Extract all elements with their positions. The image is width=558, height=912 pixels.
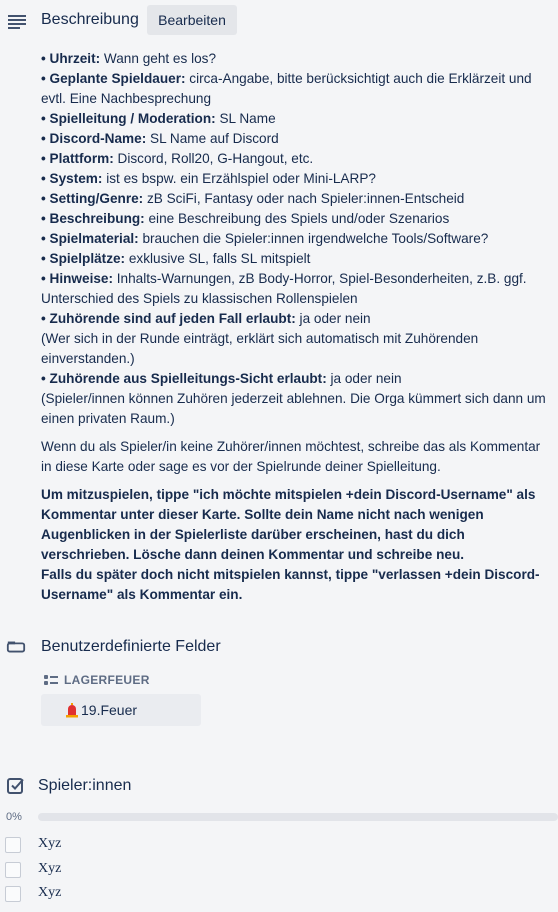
checklist-item-text[interactable]: Xyz bbox=[38, 861, 62, 876]
description-line-text: SL Name bbox=[215, 111, 276, 126]
join-instructions: Um mitzuspielen, tippe "ich möchte mitspielen +dein Discord-Username" als Kommentar unter dieser Karte. Sollte dein Name nicht nach wenigen Augenblicken in der Spielerliste darüber erscheinen, hast du dich verschrieben. Lösche dann deinen Kommentar und schreibe neu. bbox=[41, 487, 536, 562]
description-line bbox=[41, 149, 553, 169]
description-line-text: circa-Angabe, bitte berücksichtigt auch die Erklärzeit und evtl. Eine Nachbesprechung bbox=[41, 71, 532, 106]
progress-percent: 0% bbox=[6, 811, 22, 823]
description-line-label: • Uhrzeit: bbox=[41, 51, 101, 66]
custom-fields-icon bbox=[6, 637, 26, 657]
custom-fields-title: Benutzerdefinierte Felder bbox=[41, 638, 221, 655]
description-line-text: (Spieler/innen können Zuhören jederzeit ablehnen. Die Orga kümmert sich dann um einen privaten Raum.) bbox=[41, 391, 546, 426]
checklist-item-checkbox[interactable] bbox=[5, 837, 21, 853]
description-line bbox=[41, 209, 553, 229]
description-line-text: ist es bspw. ein Erzählspiel oder Mini-LARP? bbox=[102, 171, 376, 186]
list-icon bbox=[44, 675, 58, 685]
description-body bbox=[41, 49, 553, 605]
description-line-text: Wann geht es los? bbox=[100, 51, 217, 66]
description-line-text: exklusive SL, falls SL mitspielt bbox=[125, 251, 311, 266]
description-line-label: • Spielmaterial: bbox=[41, 231, 139, 246]
description-line bbox=[41, 229, 553, 249]
description-line-text: (Wer sich in der Runde einträgt, erklärt sich automatisch mit Zuhörenden einverstanden.) bbox=[41, 331, 479, 366]
description-line bbox=[41, 329, 553, 369]
description-line-text: ja oder nein bbox=[295, 311, 371, 326]
field-value-text: 19.Feuer bbox=[81, 702, 138, 718]
description-line bbox=[41, 389, 553, 429]
description-line-label: • Setting/Genre: bbox=[41, 191, 144, 206]
checklist-item-text[interactable]: Xyz bbox=[38, 885, 62, 900]
checklist-title: Spieler:innen bbox=[38, 777, 132, 794]
checklist-icon bbox=[6, 776, 26, 796]
description-line bbox=[41, 309, 553, 329]
description-line bbox=[41, 269, 553, 309]
description-line-label: • Zuhörende sind auf jeden Fall erlaubt: bbox=[41, 311, 296, 326]
description-line-text: eine Beschreibung des Spiels und/oder Szenarios bbox=[144, 211, 450, 226]
description-line-text: zB SciFi, Fantasy oder nach Spieler:innen-Entscheid bbox=[143, 191, 465, 206]
description-line-text: ja oder nein bbox=[326, 371, 402, 386]
description-line bbox=[41, 249, 553, 269]
field-label-text: LAGERFEUER bbox=[64, 673, 150, 687]
field-label-lagerfeuer bbox=[44, 673, 150, 687]
checklist-item-checkbox[interactable] bbox=[5, 862, 21, 878]
description-line bbox=[41, 189, 553, 209]
description-line-text: brauchen die Spieler:innen irgendwelche Tools/Software? bbox=[138, 231, 489, 246]
description-line bbox=[41, 369, 553, 389]
description-line-text: Inhalts-Warnungen, zB Body-Horror, Spiel-Besonderheiten, z.B. ggf. Unterschied des Spiels zu klassischen Rollenspielen bbox=[41, 271, 527, 306]
description-line-label: • Geplante Spieldauer: bbox=[41, 71, 186, 86]
description-line bbox=[41, 129, 553, 149]
description-line-label: • Hinweise: bbox=[41, 271, 113, 286]
description-line-label: • Spielplätze: bbox=[41, 251, 126, 266]
siren-icon bbox=[65, 702, 79, 718]
description-title: Beschreibung bbox=[41, 11, 139, 28]
description-line-label: • Plattform: bbox=[41, 151, 114, 166]
description-line bbox=[41, 49, 553, 69]
description-line bbox=[41, 169, 553, 189]
description-line-text: Discord, Roll20, G-Hangout, etc. bbox=[113, 151, 314, 166]
description-line-label: • Discord-Name: bbox=[41, 131, 147, 146]
description-line-label: • Spielleitung / Moderation: bbox=[41, 111, 216, 126]
description-line-text: SL Name auf Discord bbox=[146, 131, 279, 146]
leave-instructions: Falls du später doch nicht mitspielen kannst, tippe "verlassen +dein Discord-Username" als Kommentar ein. bbox=[41, 567, 540, 602]
checklist-item-checkbox[interactable] bbox=[5, 886, 21, 902]
listener-note: Wenn du als Spieler/in keine Zuhörer/innen möchtest, schreibe das als Kommentar in diese Karte oder sage es vor der Spielrunde deiner Spielleitung. bbox=[41, 439, 541, 474]
description-icon bbox=[7, 12, 27, 32]
description-line-label: • Zuhörende aus Spielleitungs-Sicht erlaubt: bbox=[41, 371, 327, 386]
progress-bar bbox=[38, 813, 558, 821]
field-value-select[interactable] bbox=[41, 694, 201, 726]
edit-description-button[interactable]: Bearbeiten bbox=[147, 5, 237, 35]
checklist-item-text[interactable]: Xyz bbox=[38, 836, 62, 851]
description-line bbox=[41, 69, 553, 109]
description-line bbox=[41, 109, 553, 129]
description-line-label: • Beschreibung: bbox=[41, 211, 145, 226]
description-line-label: • System: bbox=[41, 171, 103, 186]
